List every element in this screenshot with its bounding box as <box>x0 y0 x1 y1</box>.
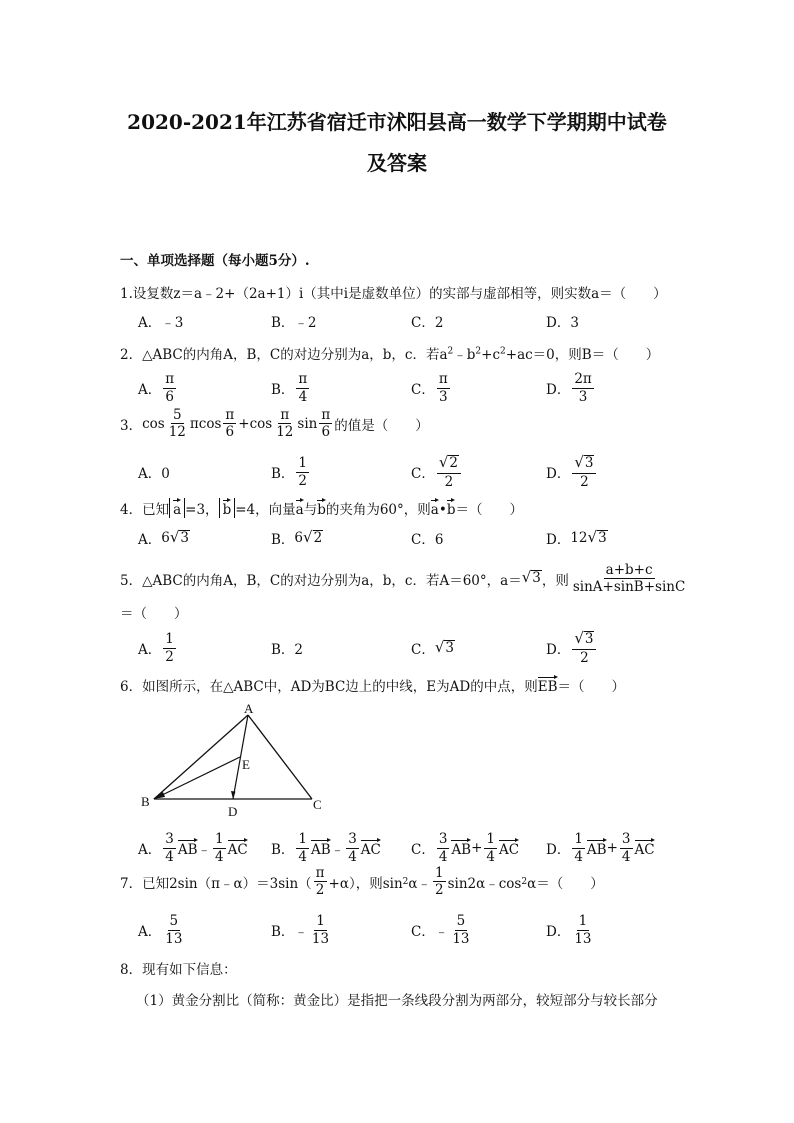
q4-text-4: 与 <box>303 502 318 518</box>
q1-option-b[interactable]: B．﹣2 <box>271 315 317 331</box>
radicand: 3 <box>584 631 594 648</box>
q7-frac-b <box>310 914 331 945</box>
vector-a: a <box>173 498 181 518</box>
coef-frac <box>296 832 309 863</box>
question-1-stem: 1.设复数z＝a﹣2+（2a+1）i（其中i是虚数单位）的实部与虚部相等，则实数a＝（ ） <box>120 286 667 302</box>
q4-text-2: =3， <box>185 502 219 518</box>
q3-option-d[interactable] <box>546 450 598 494</box>
label-c: C <box>313 797 322 812</box>
radicand: 3 <box>584 455 594 472</box>
q7-label-d: D． <box>546 924 571 940</box>
frac-den: 4 <box>348 848 357 865</box>
q7-frac-a <box>163 914 184 945</box>
frac-num <box>572 455 596 474</box>
operator: ﹣ <box>197 842 212 858</box>
q2-label-c: C． <box>411 382 435 398</box>
q2-sup-2: 2 <box>475 346 482 357</box>
frac-num: π <box>225 407 235 423</box>
q4-label-b: B． <box>271 532 295 548</box>
frac-num: 1 <box>165 631 174 648</box>
q7-option-d[interactable] <box>546 908 596 952</box>
q2-label-b: B． <box>271 382 295 398</box>
coef: 12 <box>570 530 588 546</box>
frac-den: 12 <box>276 424 294 441</box>
sqrt: √ 3 <box>521 568 541 587</box>
q4-abs-a <box>169 498 185 518</box>
frac-num: π <box>438 371 448 388</box>
sqrt: √ 2 <box>438 453 458 472</box>
q4-label-d: D． <box>546 532 571 548</box>
q5-option-a[interactable] <box>138 626 178 670</box>
q3-frac-d <box>572 455 596 489</box>
frac-den: 4 <box>298 388 308 405</box>
q7-option-c[interactable] <box>411 908 474 952</box>
q7-frac-d <box>572 914 593 945</box>
question-4-options <box>138 516 698 560</box>
q3-sin: sin <box>297 415 318 432</box>
q3-frac-4 <box>319 408 332 439</box>
q2-text-3: +c <box>481 347 501 363</box>
q5-frac-a <box>163 632 176 663</box>
radicand: 3 <box>532 570 541 587</box>
frac-den: 2 <box>298 472 308 489</box>
arrow-d <box>231 791 236 799</box>
frac-den: 4 <box>165 848 174 865</box>
coef-frac <box>163 832 176 863</box>
q2-sup-3: 2 <box>500 346 506 357</box>
question-5-stem <box>120 563 689 594</box>
vector-ac: AC <box>361 838 381 858</box>
frac-num: 1 <box>215 831 224 848</box>
label-a: A <box>244 703 254 716</box>
q6-label: A． <box>138 842 162 858</box>
frac-den: 12 <box>168 424 186 441</box>
sqrt: √ 3 <box>434 637 454 656</box>
question-6-options <box>138 826 698 870</box>
vector-a: a <box>296 498 304 518</box>
side-ac <box>248 715 312 799</box>
frac-den: 4 <box>486 848 496 865</box>
q7-option-b[interactable] <box>271 908 333 952</box>
page-title-line1: 2020-2021年江苏省宿迁市沭阳县高一数学下学期期中试卷 <box>127 110 667 134</box>
vector-ac: AC <box>228 838 248 858</box>
q5-text-2: ，则 <box>541 572 569 589</box>
frac-den: 3 <box>438 388 448 405</box>
frac-den: 13 <box>452 930 470 947</box>
q3-pi: π <box>189 415 199 432</box>
coef: 6 <box>294 530 304 546</box>
q3-option-c[interactable] <box>411 450 463 494</box>
q7-label-c: C． <box>411 924 435 940</box>
q7-text-3: α﹣ <box>408 875 431 892</box>
frac-den: 2 <box>580 473 589 490</box>
radicand: 2 <box>449 455 458 472</box>
frac-num: a+b+c <box>605 562 653 578</box>
frac-num: π <box>298 371 308 388</box>
q5-frac-d <box>572 631 596 665</box>
q7-label-b: B． <box>271 924 295 940</box>
frac-den: 4 <box>438 848 448 865</box>
q4-option-c[interactable]: C．6 <box>411 532 444 548</box>
frac-den: 4 <box>298 848 308 865</box>
q6-text-2: ＝（ ） <box>557 679 626 695</box>
q7-sup-2: 2 <box>521 876 528 887</box>
q6-option-d[interactable] <box>546 826 655 870</box>
coef-frac <box>213 832 226 863</box>
vector-ac: AC <box>635 838 655 858</box>
radicand: 3 <box>598 529 607 546</box>
frac-den: 2 <box>165 648 174 665</box>
q7-text-5: α＝（ ） <box>527 875 604 892</box>
page-title-line2: 及答案 <box>367 151 427 175</box>
q5-label-c: C． <box>411 642 435 658</box>
frac-den: 4 <box>621 848 631 865</box>
frac-num: 1 <box>298 831 308 848</box>
q1-option-d[interactable]: D．3 <box>546 315 579 331</box>
frac-num: π <box>321 407 331 423</box>
q3-cos-2: cos <box>198 415 222 432</box>
segment-eb <box>154 757 240 799</box>
operator: ﹣ <box>330 842 345 858</box>
question-5-stem-line2: ＝（ ） <box>120 606 188 622</box>
q5-option-d[interactable] <box>546 626 598 670</box>
q2-frac-b <box>296 372 309 403</box>
q4-label-a: A． <box>138 532 162 548</box>
frac-den: sinA+sinB+sinC <box>572 579 686 596</box>
q4-text-3: =4，向量 <box>235 502 296 518</box>
frac-num: 1 <box>316 913 325 930</box>
frac-num: 1 <box>435 865 444 881</box>
q4-dot: • <box>438 502 447 518</box>
q5-text-1: 5．△ABC的内角A，B，C的对边分别为a，b，c．若A＝60°，a＝ <box>120 572 522 589</box>
question-7-options <box>138 908 698 952</box>
q2-sup-1: 2 <box>447 346 454 357</box>
frac-num <box>572 631 596 650</box>
q6-option-a[interactable] <box>138 826 248 870</box>
frac-num: 5 <box>173 407 182 423</box>
q2-option-b[interactable] <box>271 366 311 410</box>
question-5-options <box>138 626 698 670</box>
q4-text-6: ＝（ ） <box>455 502 523 518</box>
q2-text-2: ﹣b <box>453 347 476 363</box>
frac-den: 4 <box>574 848 583 865</box>
q7-frac-2 <box>433 866 446 897</box>
sqrt: √ 3 <box>587 527 607 546</box>
label-d: D <box>228 804 238 819</box>
q2-text-4: +ac＝0，则B＝（ ） <box>505 347 660 363</box>
radicand: 3 <box>445 639 454 656</box>
q6-label: C． <box>411 842 435 858</box>
sign: ﹣ <box>434 924 449 940</box>
q7-sup-1: 2 <box>402 876 409 887</box>
q5-frac <box>571 563 687 594</box>
coef-frac <box>620 832 633 863</box>
q4-text-5: 的夹角为60°，则 <box>325 502 431 518</box>
radicand: 3 <box>180 529 189 546</box>
question-8-stem: 8．现有如下信息： <box>120 962 237 978</box>
question-6-stem <box>120 675 625 695</box>
q6-label: D． <box>546 842 571 858</box>
sqrt: √ 3 <box>169 527 189 546</box>
coef-frac <box>484 832 497 863</box>
q3-frac-3 <box>274 408 295 439</box>
q7-text-2: +α），则sin <box>328 875 403 892</box>
q4-option-b[interactable] <box>271 516 323 560</box>
q7-frac-c <box>450 914 471 945</box>
frac-num: 5 <box>456 913 466 930</box>
frac-den: 3 <box>578 388 588 405</box>
question-4-stem <box>120 498 523 518</box>
vector-ab: AB <box>587 838 607 858</box>
frac-num: 1 <box>298 455 308 472</box>
vector-b: b <box>317 498 326 518</box>
q3-frac-c <box>437 455 461 489</box>
q2-option-c[interactable] <box>411 366 452 410</box>
frac-num <box>437 455 461 474</box>
q3-frac-b <box>296 456 309 487</box>
q7-text-1: 7．已知2sin（π﹣α）＝3sin（ <box>120 875 312 892</box>
frac-num: 1 <box>574 831 583 848</box>
frac-num: 3 <box>165 831 174 848</box>
q3-label-c: C． <box>411 466 435 482</box>
q3-number: 3． <box>120 417 143 434</box>
q5-label-d: D． <box>546 642 571 658</box>
q6-option-c[interactable] <box>411 826 519 870</box>
side-ab <box>154 715 248 799</box>
question-1-options <box>138 299 698 343</box>
frac-den: 13 <box>574 930 592 947</box>
q7-option-a[interactable] <box>138 908 186 952</box>
vector-b: b <box>223 498 232 518</box>
vector-b: b <box>447 498 456 518</box>
sqrt: √ 3 <box>574 453 594 472</box>
q3-label-d: D． <box>546 466 571 482</box>
question-2-stem <box>120 343 659 363</box>
frac-num: π <box>280 407 290 423</box>
q2-label-d: D． <box>546 382 571 398</box>
q2-frac-c <box>437 372 450 403</box>
q3-option-a[interactable]: A．0 <box>138 466 170 482</box>
coef-frac <box>572 832 585 863</box>
q1-option-c[interactable]: C．2 <box>411 315 444 331</box>
vector-ab: AB <box>451 838 471 858</box>
q6-label: B． <box>271 842 295 858</box>
frac-num: 1 <box>486 831 496 848</box>
q4-text-1: 4．已知 <box>120 502 170 518</box>
q3-tail: 的值是（ ） <box>334 417 429 434</box>
frac-den: 13 <box>165 930 183 947</box>
q4-option-a[interactable] <box>138 516 190 560</box>
q2-frac-d <box>572 372 593 403</box>
sign: ﹣ <box>294 924 308 940</box>
q7-text-4: sin2α﹣cos <box>447 875 522 892</box>
vector-ab: AB <box>178 838 198 858</box>
frac-den: 13 <box>311 930 330 947</box>
q4-abs-b <box>219 498 236 518</box>
vector-a: a <box>431 498 439 518</box>
frac-num: π <box>315 865 325 881</box>
frac-den: 2 <box>315 882 325 899</box>
frac-num: 3 <box>621 831 631 848</box>
q5-label-a: A． <box>138 642 162 658</box>
question-2-options <box>138 366 698 410</box>
q2-text-1: 2．△ABC的内角A，B，C的对边分别为a，b，c．若a <box>120 347 448 363</box>
question-7-stem <box>120 866 604 897</box>
q5-option-b[interactable]: B．2 <box>271 642 304 658</box>
frac-den: 2 <box>435 882 444 899</box>
frac-den: 2 <box>580 649 589 666</box>
q3-frac-2 <box>223 408 236 439</box>
frac-num: 3 <box>348 831 357 848</box>
frac-num: 3 <box>438 831 448 848</box>
q6-text-1: 6．如图所示，在△ABC中，AD为BC边上的中线，E为AD的中点，则 <box>120 679 538 695</box>
frac-den: 6 <box>165 388 174 405</box>
q7-frac-1 <box>314 866 327 897</box>
triangle-figure <box>138 703 338 821</box>
sqrt: √ 2 <box>303 527 323 546</box>
q5-option-c[interactable] <box>411 626 455 670</box>
arrow-b <box>153 792 165 799</box>
frac-den: 6 <box>225 424 235 441</box>
frac-num: 1 <box>578 913 588 930</box>
label-b: B <box>141 794 150 809</box>
label-e: E <box>242 757 250 772</box>
q3-option-b[interactable] <box>271 450 311 494</box>
vector-ab: AB <box>311 838 331 858</box>
coef-frac <box>346 832 359 863</box>
sqrt: √ 3 <box>574 629 594 648</box>
frac-den: 2 <box>444 473 454 490</box>
q2-frac-a <box>163 372 176 403</box>
q4-option-d[interactable] <box>546 516 608 560</box>
frac-den: 4 <box>215 848 224 865</box>
q2-option-a[interactable] <box>138 366 178 410</box>
operator: + <box>471 840 483 856</box>
radicand: 2 <box>313 529 323 546</box>
question-3-options <box>138 450 698 494</box>
vector-ac: AC <box>499 838 519 858</box>
q6-option-b[interactable] <box>271 826 381 870</box>
frac-num: π <box>165 371 175 388</box>
q1-option-a[interactable]: A．﹣3 <box>138 315 184 331</box>
q3-cos-1: cos <box>142 415 165 432</box>
q2-option-d[interactable] <box>546 366 596 410</box>
q2-label-a: A． <box>138 382 162 398</box>
q3-plus-cos: +cos <box>238 415 273 432</box>
operator: + <box>606 840 618 856</box>
q3-label-b: B． <box>271 466 295 482</box>
frac-den: 6 <box>321 424 331 441</box>
q7-label-a: A． <box>138 924 162 940</box>
frac-num: 5 <box>169 913 179 930</box>
vector-eb: EB <box>538 675 558 695</box>
section-heading: 一、单项选择题（每小题5分）. <box>120 253 310 269</box>
coef: 6 <box>161 530 170 546</box>
q3-frac-1 <box>167 408 188 439</box>
question-3-stem <box>120 408 429 439</box>
frac-num: 2π <box>574 371 592 388</box>
coef-frac <box>437 832 450 863</box>
question-8-line-1: （1）黄金分割比（简称：黄金比）是指把一条线段分割为两部分，较短部分与较长部分 <box>136 993 658 1009</box>
